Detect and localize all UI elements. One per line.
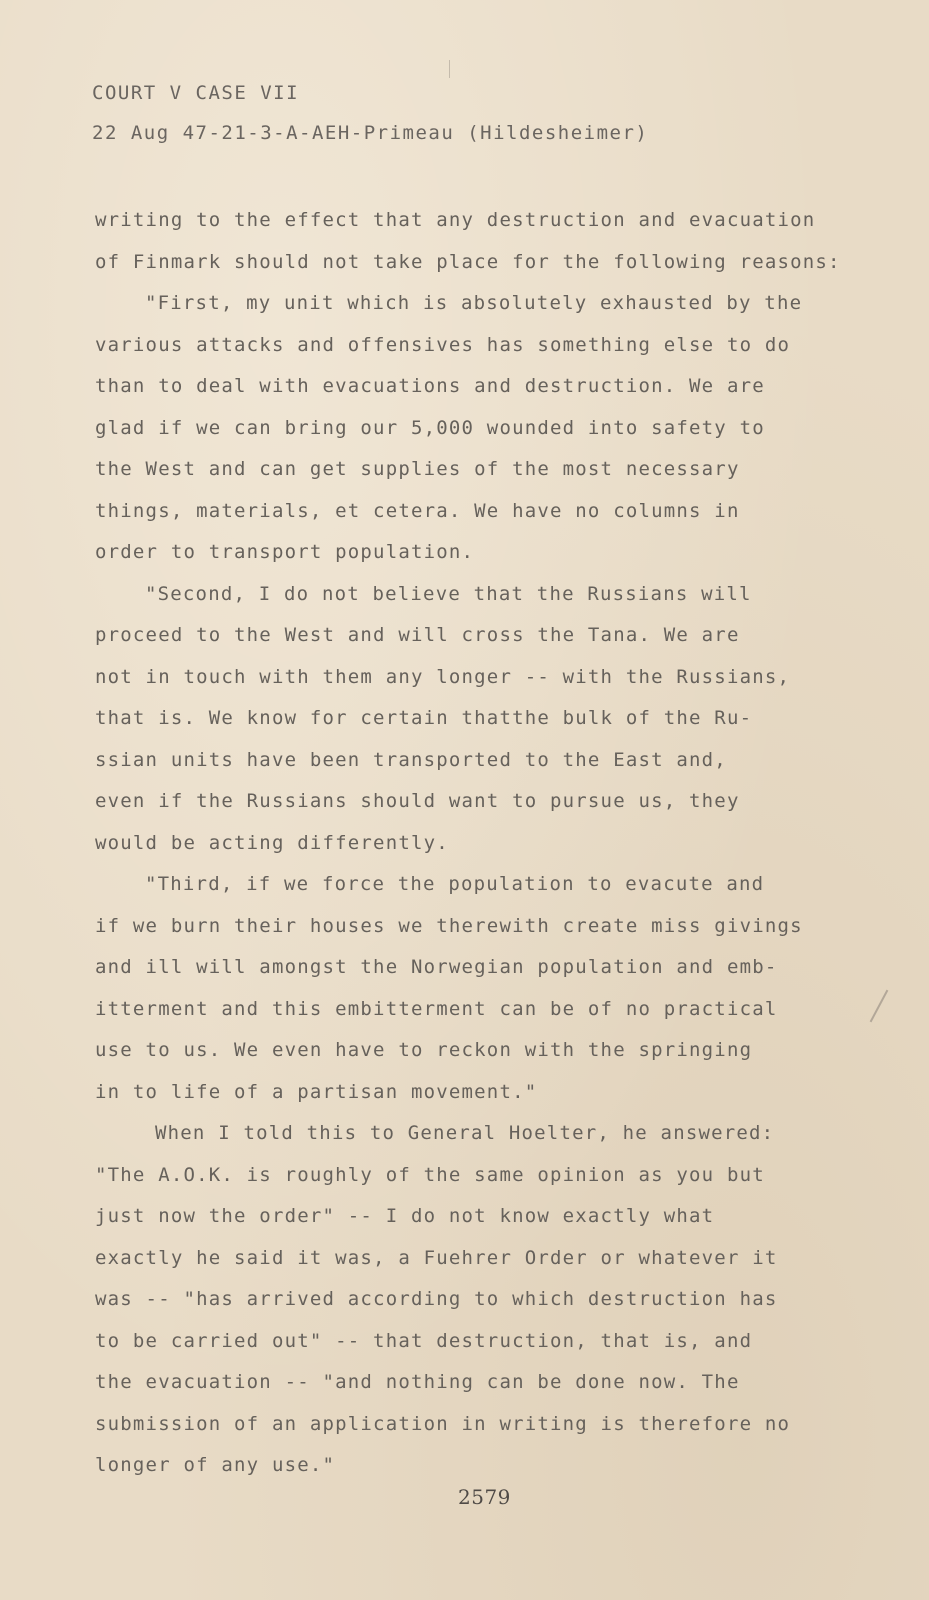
text-line: the evacuation -- "and nothing can be done now. The bbox=[95, 1371, 740, 1393]
text-line: of Finmark should not take place for the following reasons: bbox=[95, 250, 841, 273]
text-line: exactly he said it was, a Fuehrer Order or whatever it bbox=[95, 1246, 778, 1269]
text-line: proceed to the West and will cross the Tana. We are bbox=[95, 624, 740, 646]
text-line: just now the order" -- I do not know exactly what bbox=[95, 1205, 715, 1227]
text-line: "Second, I do not believe that the Russians will bbox=[145, 582, 752, 605]
text-line: "The A.O.K. is roughly of the same opinion as you but bbox=[95, 1163, 765, 1186]
text-line: in to life of a partisan movement." bbox=[95, 1080, 538, 1103]
text-line: and ill will amongst the Norwegian population and emb- bbox=[95, 956, 778, 978]
text-line: things, materials, et cetera. We have no columns in bbox=[95, 499, 740, 522]
text-line: When I told this to General Hoelter, he answered: bbox=[155, 1122, 775, 1144]
court-case-header: COURT V CASE VII bbox=[92, 82, 300, 104]
text-line: glad if we can bring our 5,000 wounded into safety to bbox=[95, 416, 765, 439]
text-line: was -- "has arrived according to which destruction has bbox=[95, 1288, 778, 1310]
text-line: ssian units have been transported to the East and, bbox=[95, 748, 727, 771]
pencil-mark bbox=[449, 60, 450, 78]
text-line: "First, my unit which is absolutely exhausted by the bbox=[145, 292, 803, 314]
text-line: writing to the effect that any destruction and evacuation bbox=[95, 209, 816, 231]
text-line: itterment and this embitterment can be of no practical bbox=[95, 997, 778, 1020]
text-line: use to us. We even have to reckon with the springing bbox=[95, 1039, 753, 1061]
text-line: than to deal with evacuations and destruction. We are bbox=[95, 375, 765, 397]
text-line: the West and can get supplies of the most necessary bbox=[95, 458, 740, 480]
text-line: submission of an application in writing is therefore no bbox=[95, 1412, 791, 1435]
text-line: if we burn their houses we therewith create miss givings bbox=[95, 914, 803, 937]
page-number: 2579 bbox=[458, 1485, 511, 1509]
transcript-body bbox=[95, 200, 895, 1487]
text-line: not in touch with them any longer -- with the Russians, bbox=[95, 665, 791, 688]
transcript-reference: 22 Aug 47-21-3-A-AEH-Primeau (Hildesheimer) bbox=[92, 122, 649, 144]
text-line: to be carried out" -- that destruction, that is, and bbox=[95, 1329, 753, 1352]
text-line: longer of any use." bbox=[95, 1454, 336, 1476]
text-line: that is. We know for certain thatthe bulk of the Ru- bbox=[95, 707, 753, 729]
text-line: various attacks and offensives has something else to do bbox=[95, 333, 791, 356]
text-line: even if the Russians should want to pursue us, they bbox=[95, 790, 740, 812]
text-line: order to transport population. bbox=[95, 541, 475, 563]
text-line: would be acting differently. bbox=[95, 831, 449, 854]
text-line: "Third, if we force the population to evacute and bbox=[145, 873, 765, 895]
